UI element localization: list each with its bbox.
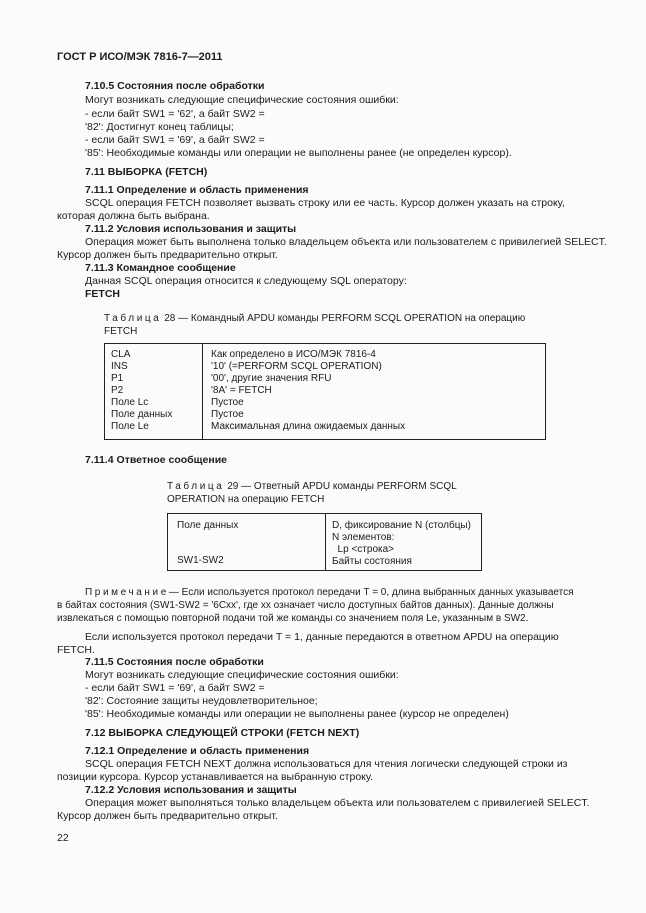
table-28-col2: [211, 349, 405, 433]
table-28-caption-line2: FETCH: [104, 326, 138, 337]
paragraph-line: SCQL операция FETCH NEXT должна использоваться для чтения логически следующей строки из: [85, 758, 568, 770]
paragraph-line: - если байт SW1 = '69', а байт SW2 =: [85, 682, 265, 694]
sql-operator: FETCH: [85, 288, 120, 300]
table-cell: Как определено в ИСО/МЭК 7816-4: [211, 349, 376, 360]
paragraph-line: Курсор должен быть предварительно открыт.: [57, 249, 278, 261]
table-29-caption-line2: OPERATION на операцию FETCH: [167, 494, 325, 505]
paragraph-line: '82': Достигнут конец таблицы;: [85, 121, 234, 133]
paragraph-line: Операция может быть выполнена только владельцем объекта или пользователем с привилегией SELECT.: [85, 236, 607, 248]
paragraph-line: - если байт SW1 = '69', а байт SW2 =: [85, 134, 265, 146]
section-heading-7-12: 7.12 ВЫБОРКА СЛЕДУЮЩЕЙ СТРОКИ (FETCH NEXT): [85, 727, 360, 739]
table-cell: Lp <строка>: [332, 544, 394, 555]
table-cell: CLA: [111, 349, 131, 360]
table-cell: '10' (=PERFORM SCQL OPERATION): [211, 361, 382, 372]
table-cell: Поле данных: [111, 409, 173, 420]
note-text: — Если используется протокол передачи T = 0, длина выбранных данных указывается: [168, 587, 574, 598]
paragraph-line: SCQL операция FETCH позволяет вызвать строку или ее часть. Курсор должен указать на строку,: [85, 197, 565, 209]
section-heading-7-11-1: 7.11.1 Определение и область применения: [85, 184, 309, 196]
table-cell: INS: [111, 361, 128, 372]
section-heading-7-11-4: 7.11.4 Ответное сообщение: [85, 454, 228, 466]
table-cell: Поле Le: [111, 421, 149, 432]
paragraph-line: '85': Необходимые команды или операции не выполнены ранее (не определен курсор).: [85, 147, 512, 159]
table-divider: [325, 514, 326, 570]
paragraph-line: - если байт SW1 = '62', а байт SW2 =: [85, 108, 265, 120]
table-28-col1: [111, 349, 172, 433]
section-heading-7-12-1: 7.12.1 Определение и область применения: [85, 745, 310, 757]
note-line: в байтах состояния (SW1-SW2 = '6Cxx', где xx означает число доступных байтов данных). Данные должны: [57, 600, 554, 611]
document-header: ГОСТ Р ИСО/МЭК 7816-7—2011: [57, 51, 223, 63]
paragraph-line: Данная SCQL операция относится к следующему SQL оператору:: [85, 275, 407, 287]
table-29-col2: [332, 520, 471, 568]
paragraph-line: Операция может выполняться только владельцем объекта или пользователем с привилегией SELECT.: [85, 797, 590, 809]
table-cell: Поле Lc: [111, 397, 149, 408]
table-cell: Поле данных: [177, 520, 239, 531]
paragraph-line: '85': Необходимые команды или операции не выполнены ранее (курсор не определен): [85, 708, 509, 720]
table-caption-text: 29 — Ответный APDU команды PERFORM SCQL: [227, 481, 457, 492]
table-28-caption: [104, 312, 525, 326]
table-cell: '00', другие значения RFU: [211, 373, 332, 384]
section-heading-7-12-2: 7.12.2 Условия использования и защиты: [85, 784, 297, 796]
section-heading-7-11-3: 7.11.3 Командное сообщение: [85, 262, 236, 274]
section-heading-7-10-5: 7.10.5 Состояния после обработки: [85, 80, 265, 92]
table-cell: P2: [111, 385, 124, 396]
page-number: 22: [57, 832, 69, 844]
table-29-caption: [167, 480, 457, 494]
table-cell: SW1-SW2: [177, 555, 224, 566]
section-heading-7-11: 7.11 ВЫБОРКА (FETCH): [85, 166, 208, 178]
table-caption-text: 28 — Командный APDU команды PERFORM SCQL OPERATION на операцию: [164, 313, 526, 324]
note-line: извлекаться с помощью повторной подачи той же команды со значением поля Le, указанным в SW2.: [57, 613, 529, 624]
table-cell: Пустое: [211, 397, 244, 408]
paragraph-line: '82': Состояние защиты неудовлетворительное;: [85, 695, 318, 707]
section-heading-7-11-5: 7.11.5 Состояния после обработки: [85, 656, 264, 668]
note: [85, 586, 574, 600]
table-cell: N элементов:: [332, 532, 395, 543]
paragraph-line: Могут возникать следующие специфические состояния ошибки:: [85, 669, 399, 681]
note-word: Примечание: [85, 587, 169, 598]
table-caption-word: Таблица: [167, 481, 225, 492]
section-heading-7-11-2: 7.11.2 Условия использования и защиты: [85, 223, 297, 235]
paragraph-line: FETCH.: [57, 644, 95, 656]
table-29: [167, 513, 482, 571]
paragraph-line: Курсор должен быть предварительно открыт.: [57, 810, 278, 822]
paragraph-line: которая должна быть выбрана.: [57, 210, 210, 222]
table-divider: [202, 344, 203, 439]
table-cell: Байты состояния: [332, 556, 412, 567]
paragraph-line: Могут возникать следующие специфические состояния ошибки:: [85, 94, 399, 106]
paragraph-line: позиции курсора. Курсор устанавливается на выбранную строку.: [57, 771, 373, 783]
table-cell: Пустое: [211, 409, 244, 420]
table-cell: D, фиксирование N (столбцы): [332, 520, 471, 531]
table-cell: '8A' = FETCH: [211, 385, 272, 396]
table-caption-word: Таблица: [104, 313, 162, 324]
table-28: [104, 343, 546, 440]
paragraph-line: Если используется протокол передачи T = 1, данные передаются в ответном APDU на операцию: [85, 631, 559, 643]
table-cell: P1: [111, 373, 124, 384]
table-cell: Максимальная длина ожидаемых данных: [211, 421, 406, 432]
